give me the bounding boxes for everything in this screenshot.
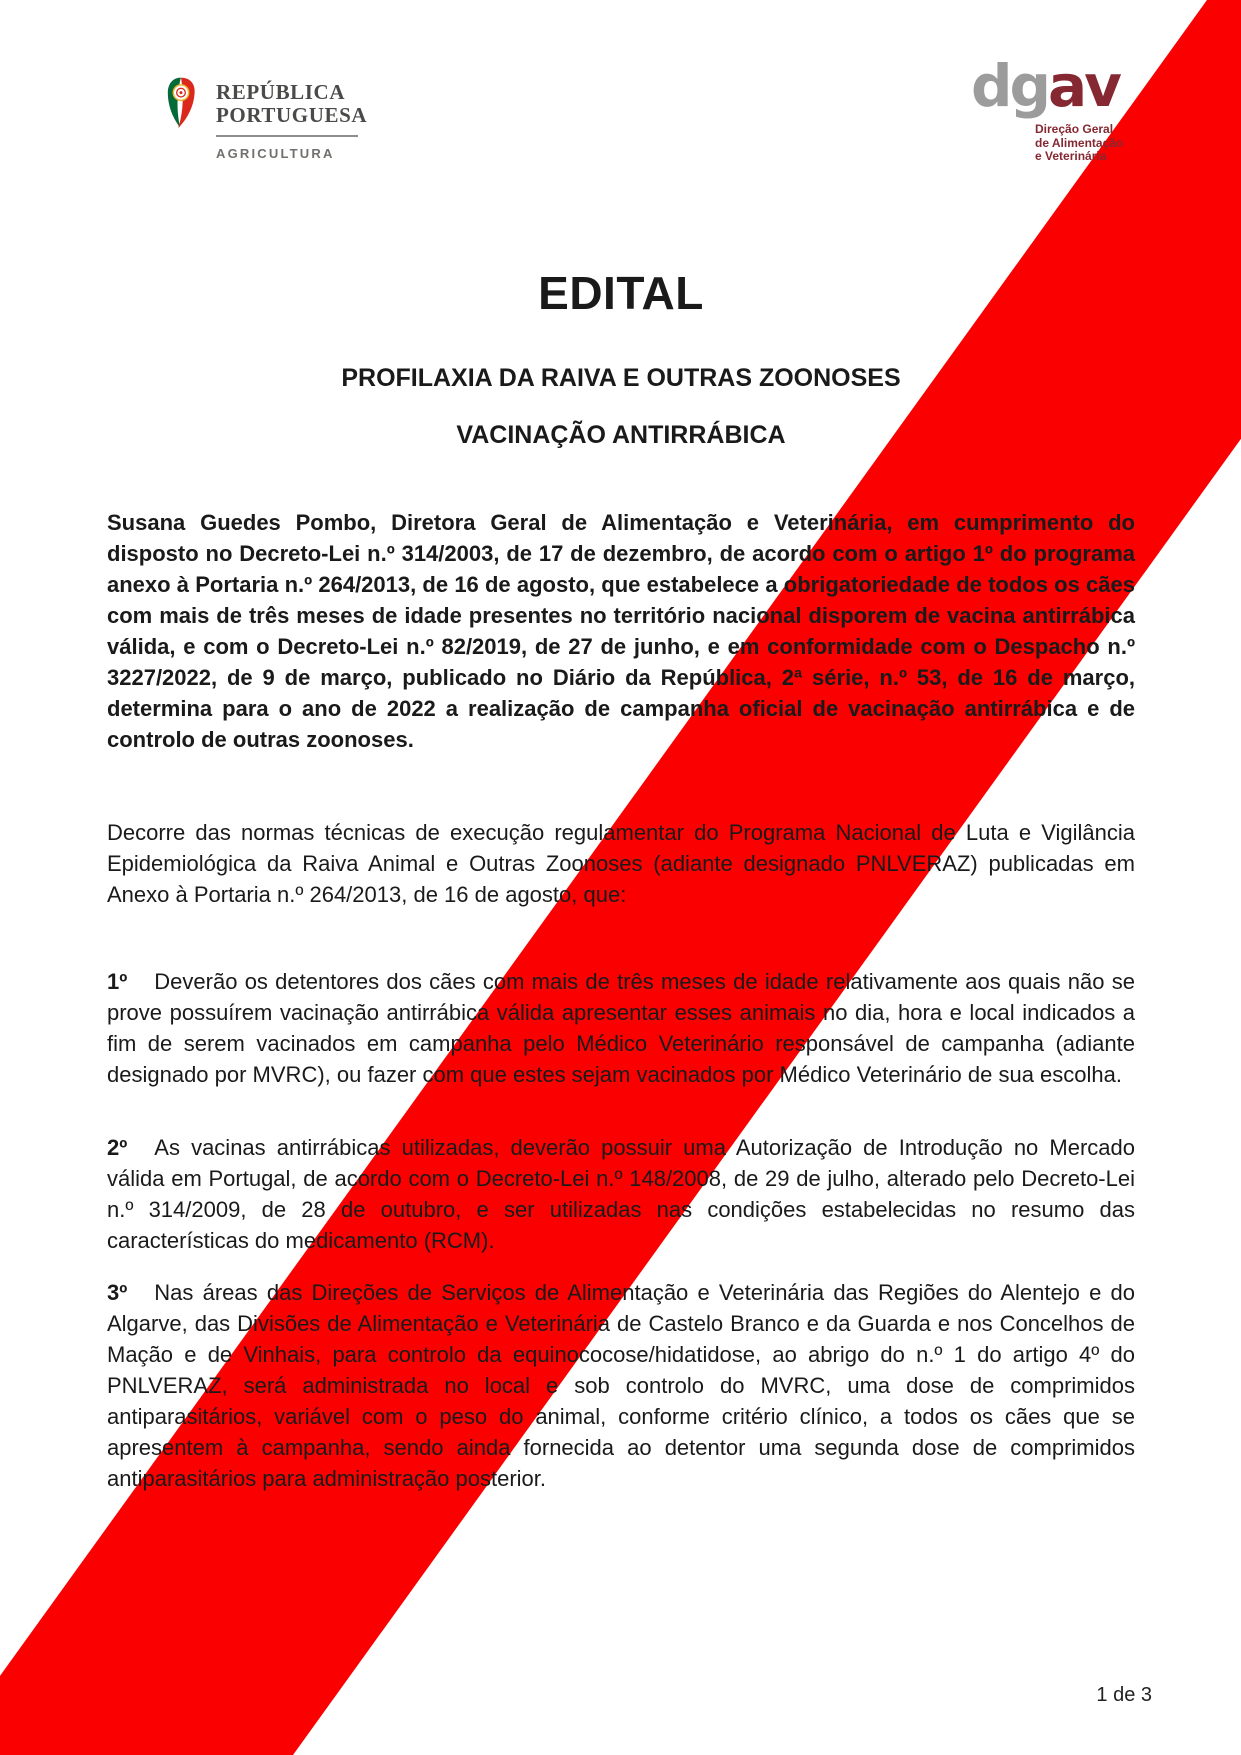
- dgav-subtitle-line3: e Veterinária: [1035, 149, 1107, 163]
- document-subtitle-1: PROFILAXIA DA RAIVA E OUTRAS ZOONOSES: [341, 364, 901, 392]
- gov-logo-text: [216, 74, 367, 161]
- item-3-text: Nas áreas das Direções de Serviços de Alimentação e Veterinária das Regiões do Alentejo e do Algarve, das Divisões de Alimentação e Veterinária de Castelo Branco e da Guarda e nos Concelhos de Mação e de Vinhais, para controlo da equinococose/hidatidose, ao abrigo do n.º 1 do artigo 4º do PNLVERAZ, será administrada no local e sob controlo do MVRC, uma dose de comprimidos antiparasitários, variável com o peso do animal, conforme critério clínico, a todos os cães que se apresentem à campanha, sendo ainda fornecida ao detentor uma segunda dose de comprimidos antiparasitários para administração posterior.: [107, 1280, 1135, 1491]
- item-3-number: 3º: [107, 1280, 128, 1305]
- item-1-text: Deverão os detentores dos cães com mais de três meses de idade relativamente aos quais não se prove possuírem vacinação antirrábica válida apresentar esses animais no dia, hora e local indicados a fim de serem vacinados em campanha pelo Médico Veterinário responsável de campanha (adiante designado por MVRC), ou fazer com que estes sejam vacinados por Médico Veterinário de sua escolha.: [107, 969, 1135, 1087]
- gov-logo-line1: REPÚBLICA: [216, 80, 346, 104]
- page-number: 1 de 3: [1096, 1684, 1152, 1706]
- dgav-logo: [971, 54, 1123, 164]
- gov-logo-line2: PORTUGUESA: [216, 103, 368, 127]
- document-title: EDITAL: [538, 267, 704, 319]
- portugal-flag-icon: [165, 74, 197, 132]
- item-2-number: 2º: [107, 1135, 128, 1160]
- document-subtitle-2: VACINAÇÃO ANTIRRÁBICA: [456, 421, 786, 449]
- dgav-wordmark-dg: dg: [971, 52, 1049, 120]
- republica-portuguesa-logo: [165, 74, 367, 161]
- item-2-paragraph: [107, 1132, 1135, 1256]
- gov-logo-ministry: AGRICULTURA: [216, 146, 335, 161]
- intro-paragraph: Susana Guedes Pombo, Diretora Geral de Alimentação e Veterinária, em cumprimento do disposto no Decreto-Lei n.º 314/2003, de 17 de dezembro, de acordo com o artigo 1º do programa anexo à Portaria n.º 264/2013, de 16 de agosto, que estabelece a obrigatoriedade de todos os cães com mais de três meses de idade presentes no território nacional disporem de vacina antirrábica válida, e com o Decreto-Lei n.º 82/2019, de 27 de junho, e em conformidade com o Despacho n.º 3227/2022, de 9 de março, publicado no Diário da República, 2ª série, n.º 53, de 16 de março, determina para o ano de 2022 a realização de campanha oficial de vacinação antirrábica e de controlo de outras zoonoses.: [107, 510, 1135, 752]
- dgav-subtitle: [1035, 123, 1123, 164]
- gov-logo-divider: [216, 135, 358, 137]
- dgav-subtitle-line1: Direção Geral: [1035, 122, 1114, 136]
- dgav-subtitle-line2: de Alimentação: [1035, 135, 1124, 150]
- dgav-wordmark-av: av: [1048, 52, 1119, 120]
- item-2-text: As vacinas antirrábicas utilizadas, deverão possuir uma Autorização de Introdução no Mercado válida em Portugal, de acordo com o Decreto-Lei n.º 148/2008, de 29 de julho, alterado pelo Decreto-Lei n.º 314/2009, de 28 de outubro, e ser utilizadas nas condições estabelecidas no resumo das características do medicamento (RCM).: [107, 1135, 1135, 1253]
- item-1-number: 1º: [107, 969, 128, 994]
- dgav-wordmark: [971, 54, 1123, 118]
- legal-basis-paragraph: Decorre das normas técnicas de execução regulamentar do Programa Nacional de Luta e Vigilância Epidemiológica da Raiva Animal e Outras Zoonoses (adiante designado PNLVERAZ) publicadas em Anexo à Portaria n.º 264/2013, de 16 de agosto, que:: [107, 820, 1135, 907]
- item-1-paragraph: [107, 966, 1135, 1090]
- item-3-paragraph: [107, 1277, 1135, 1494]
